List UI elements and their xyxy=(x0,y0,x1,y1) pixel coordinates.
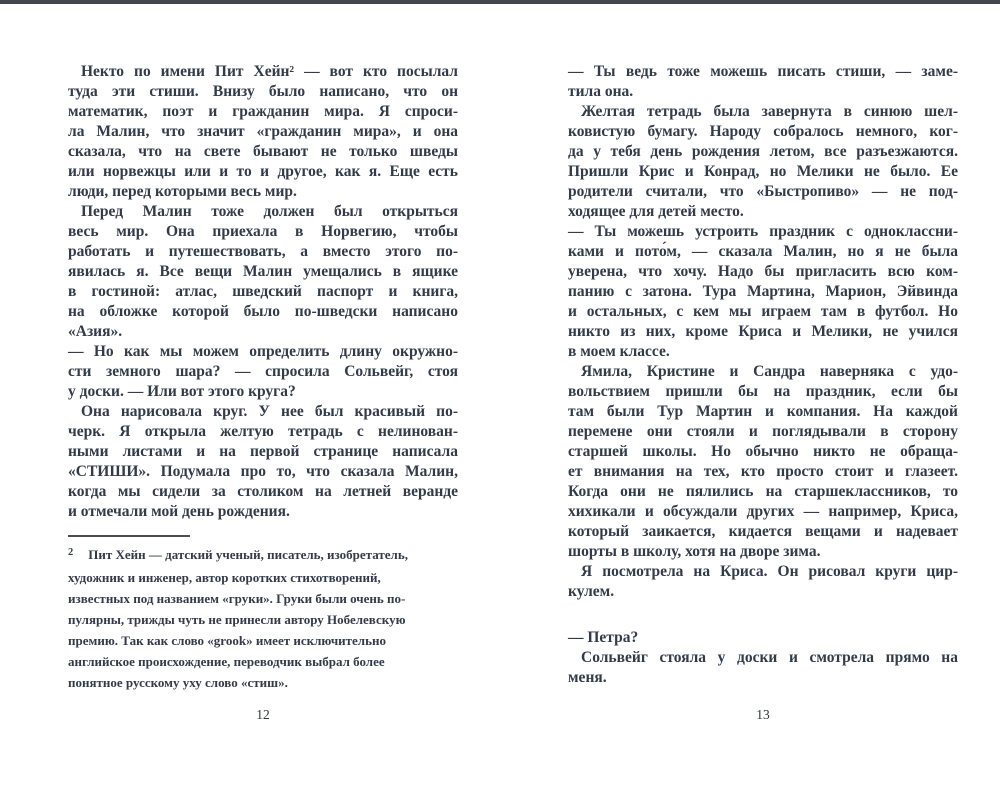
text-line: «СТИШИ». Подумала про то, что сказала Малин, xyxy=(68,463,458,480)
text-line: сти земного шара? — спросила Сольвейг, стоя xyxy=(68,363,458,380)
text-line: Сольвейг стояла у доски и смотрела прямо на xyxy=(581,649,958,666)
text-line: да у тебя день рождения летом, все разъезжаются. xyxy=(568,143,958,160)
scene-break-spacer xyxy=(568,602,958,628)
footnote-line: 2 Пит Хейн — датский ученый, писатель, изобретатель, xyxy=(68,544,458,567)
text-line: — Петра? xyxy=(568,629,639,646)
text-line: весь мир. Она приехала в Норвегию, чтобы xyxy=(68,223,458,240)
footnote-divider xyxy=(68,535,190,537)
text-line: меня. xyxy=(568,669,607,686)
footnote-line: известных под названием «груки». Груки были очень по- xyxy=(68,591,406,606)
text-line: Перед Малин тоже должен был открыться xyxy=(81,203,458,220)
text-line: панию с затона. Тура Мартина, Марион, Эйвинда xyxy=(568,283,958,300)
footnote-line: понятное русскому уху слово «стиш». xyxy=(68,675,288,690)
text-line: сказала, что на свете бывают не только шведы xyxy=(68,143,458,160)
text-line: тила она. xyxy=(568,83,634,100)
book-page-right[interactable] xyxy=(568,62,958,762)
footnote-block xyxy=(68,535,458,693)
text-line: ковистую бумагу. Народу собралось немного, ког- xyxy=(568,123,958,140)
book-page-left[interactable] xyxy=(68,62,458,762)
text-line: Ямила, Кристине и Сандра наверняка с удо- xyxy=(581,363,958,380)
footnote-text xyxy=(68,544,458,693)
text-line: — Ты ведь тоже можешь писать стиши, — заме- xyxy=(568,63,958,80)
page-number-left: 12 xyxy=(256,707,270,722)
text-line: никто из них, кроме Криса и Мелики, не учился xyxy=(568,323,958,340)
text-line: ками и пото́м, — сказала Малин, но я не была xyxy=(568,243,958,260)
text-line: хихикали и обсуждали других — например, Криса, xyxy=(568,503,958,520)
text-line: работать и путешествовать, а вместо этого по- xyxy=(68,243,458,260)
text-line: математик, поэт и гражданин мира. Я спроси- xyxy=(68,103,458,120)
text-line: там были Тур Мартин и компания. На каждой xyxy=(568,403,958,420)
window-top-bar xyxy=(0,0,1000,4)
text-line: ет внимания на тех, кто просто стоит и глазеет. xyxy=(568,463,958,480)
text-line: у доски. — Или вот этого круга? xyxy=(68,383,296,400)
footnote-line: премию. Так как слово «grook» имеет исключительно xyxy=(68,633,386,648)
text-line: — Но как мы можем определить длину окружно- xyxy=(68,343,458,360)
footnote-line: художник и инженер, автор коротких стихотворений, xyxy=(68,570,381,585)
text-line: родители считали, что «Быстропиво» — не под- xyxy=(568,183,958,200)
text-line: старшей школы. Но обычно никто не обраща- xyxy=(568,443,958,460)
text-line: — Ты можешь устроить праздник с одноклассни- xyxy=(568,223,958,240)
text-line: Некто по имени Пит Хейн² — вот кто посылал xyxy=(81,63,458,80)
text-line: ла Малин, что значит «гражданин мира», и она xyxy=(68,123,458,140)
text-line: или норвежцы или и то и другое, как я. Еще есть xyxy=(68,163,458,180)
text-line: Желтая тетрадь была завернута в синюю шел- xyxy=(581,103,958,120)
text-line: перемене они стояли и поглядывали в сторону xyxy=(568,423,958,440)
text-line: туда эти стиши. Внизу было написано, что он xyxy=(68,83,458,100)
footnote-line: английское происхождение, переводчик выбрал более xyxy=(68,654,385,669)
text-line: и остальных, с кем мы играем там в футбол. Но xyxy=(568,303,958,320)
page-right-text xyxy=(568,62,958,688)
text-line: на обложке которой было по-шведски написано xyxy=(68,303,458,320)
text-line: в моем классе. xyxy=(568,343,670,360)
text-line: вольствием пришли бы на праздник, если бы xyxy=(568,383,958,400)
text-line: явилась я. Все вещи Малин умещались в ящике xyxy=(68,263,458,280)
text-line: люди, перед которыми весь мир. xyxy=(68,183,297,200)
page-left-text xyxy=(68,62,458,522)
text-line: шорты в школу, хотя на дворе зима. xyxy=(568,543,821,560)
text-line: Она нарисовала круг. У нее был красивый по- xyxy=(81,403,458,420)
text-line: Пришли Крис и Конрад, но Мелики не было. Ее xyxy=(568,163,958,180)
footnote-marker: 2 xyxy=(68,547,74,558)
text-line: который заикается, кидается вещами и надевает xyxy=(568,523,958,540)
text-line: ходящее для детей место. xyxy=(568,203,744,220)
text-line: кулем. xyxy=(568,583,615,600)
text-line: уверена, что хочу. Надо бы пригласить всю ком- xyxy=(568,263,958,280)
text-line: «Азия». xyxy=(68,323,123,340)
text-line: Когда они не пялились на старшеклассников, то xyxy=(568,483,958,500)
footnote-line: пулярны, трижды чуть не принесли автору Нобелевскую xyxy=(68,612,406,627)
text-line: и отмечали мой день рождения. xyxy=(68,503,290,520)
text-line: Я посмотрела на Криса. Он рисовал круги цир- xyxy=(581,563,958,580)
page-number-right: 13 xyxy=(756,707,770,722)
text-line: ными листами и на первой странице написала xyxy=(68,443,458,460)
text-line: когда мы сидели за столиком на летней веранде xyxy=(68,483,458,500)
text-line: черк. Я открыла желтую тетрадь с нелинован- xyxy=(68,423,458,440)
text-line: в гостиной: атлас, шведский паспорт и книга, xyxy=(68,283,458,300)
